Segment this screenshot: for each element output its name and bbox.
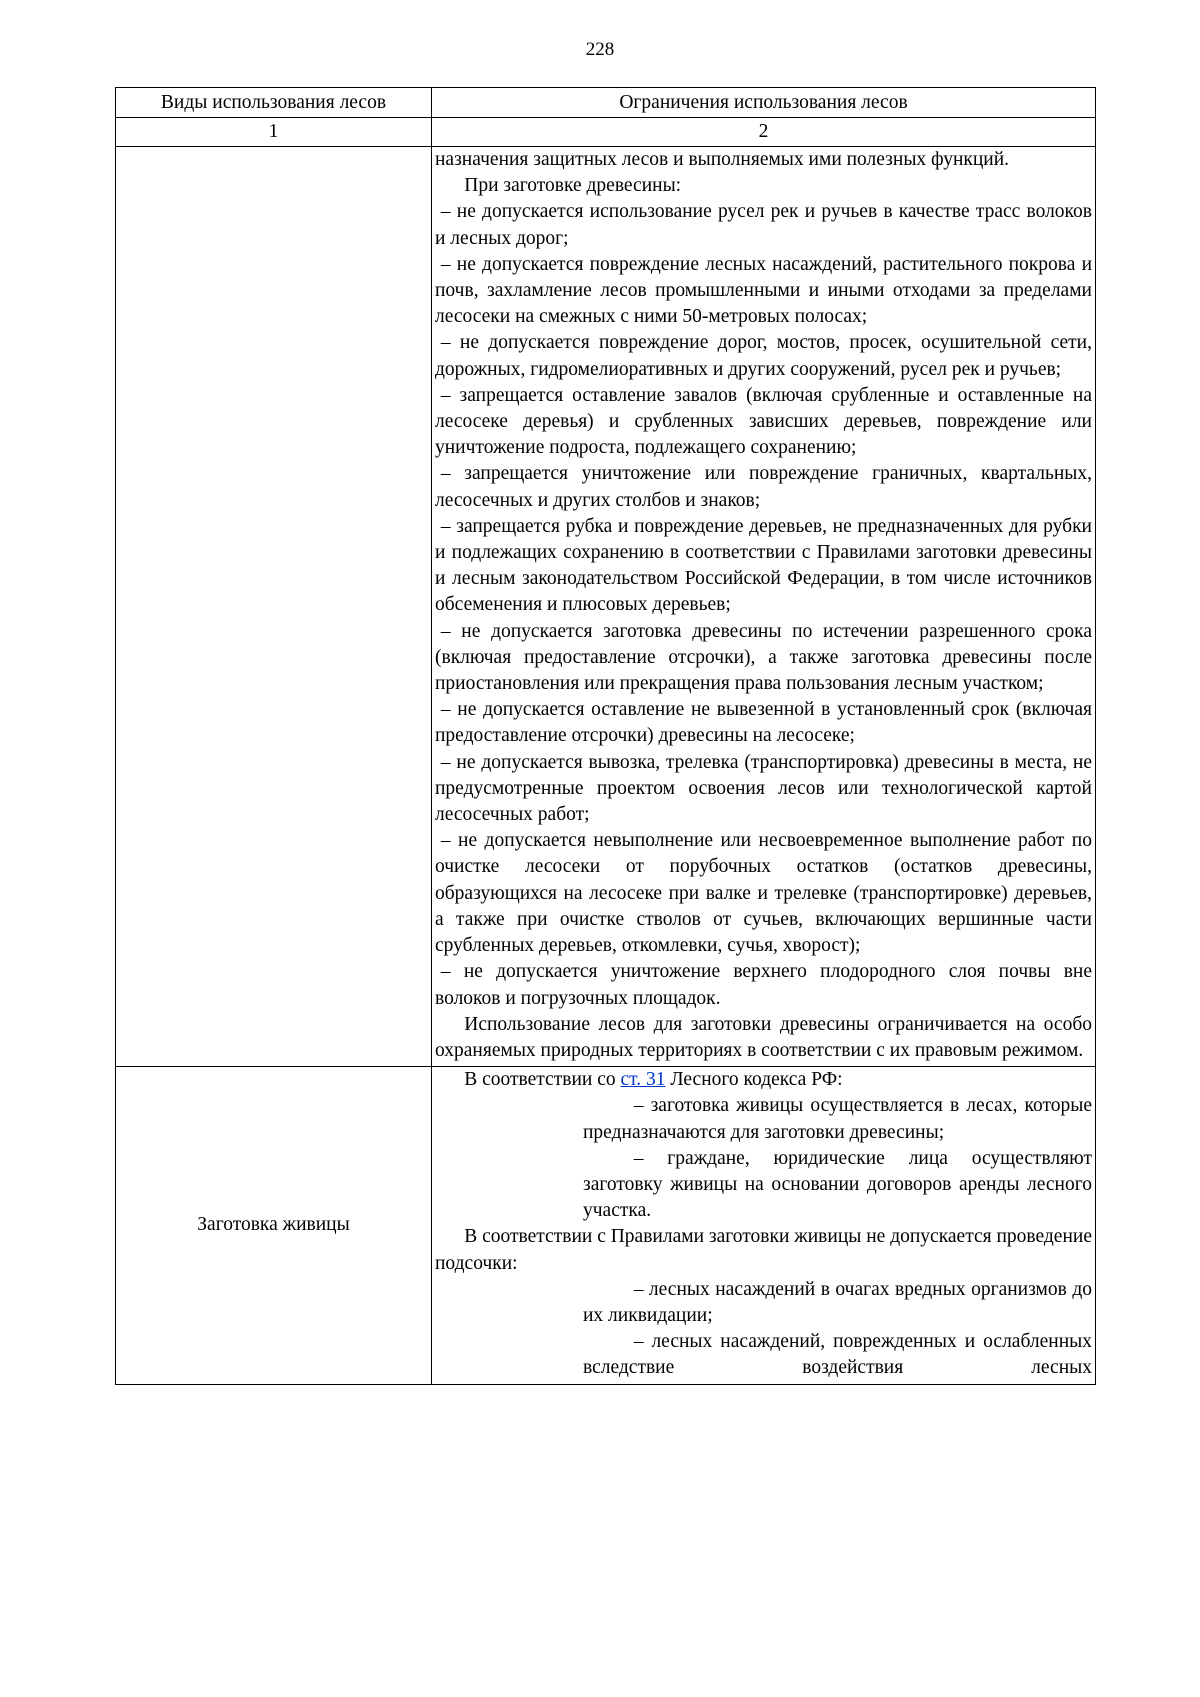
header-restrictions: Ограничения использования лесов <box>432 88 1096 118</box>
intro-text: В соответствии со <box>464 1069 621 1091</box>
law-article-link[interactable]: ст. 31 <box>620 1069 666 1091</box>
column-number-2: 2 <box>432 118 1096 147</box>
use-type-cell <box>116 147 432 1067</box>
paragraph: Использование лесов для заготовки древесины ограничивается на особо охраняемых природных территориях в соответствии с их правовым режимом. <box>435 1013 1092 1061</box>
use-type-cell: Заготовка живицы <box>116 1067 432 1384</box>
paragraph: При заготовке древесины: <box>464 175 682 197</box>
page-number: 228 <box>585 39 615 60</box>
list-item: – лесных насаждений, поврежденных и ослабленных вследствие воздействия лесных <box>583 1331 1092 1379</box>
restrictions-cell <box>432 1067 1096 1384</box>
list-item: – не допускается повреждение лесных насаждений, растительного покрова и почв, захламление лесов промышленными и иными отходами за пределами лесосеки на смежных с ними 50-метровых полосах; <box>435 253 1092 328</box>
list-item: – запрещается уничтожение или повреждение граничных, квартальных, лесосечных и других столбов и знаков; <box>435 463 1092 511</box>
restrictions-cell <box>432 147 1096 1067</box>
list-item: – не допускается повреждение дорог, мостов, просек, осушительной сети, дорожных, гидромелиоративных и других сооружений, русел рек и ручьев; <box>435 332 1092 380</box>
list-item: – запрещается рубка и повреждение деревьев, не предназначенных для рубки и подлежащих сохранению в соответствии с Правилами заготовки древесины и лесным законодательством Российской Федерации, в том числе источников обсеменения и плюсовых деревьев; <box>435 515 1092 616</box>
list-item: – запрещается оставление завалов (включая срубленные и оставленные на лесосеке деревья) и срубленных зависших деревьев, повреждение или уничтожение подроста, подлежащего сохранению; <box>435 384 1092 459</box>
list-item: – не допускается заготовка древесины по истечении разрешенного срока (включая предоставление отсрочки), а также заготовка древесины после приостановления или прекращения права пользования лесным участком; <box>435 620 1092 695</box>
list-item: – не допускается невыполнение или несвоевременное выполнение работ по очистке лесосеки от порубочных остатков (остатков древесины, образующихся на лесосеке при валке и трелевке (транспортировке) деревьев, а также при очистке стволов от сучьев, включающих вершинные части срубленных деревьев, откомлевки, сучья, хворост); <box>435 830 1092 957</box>
table-row <box>116 147 1096 1067</box>
list-item: – лесных насаждений в очагах вредных организмов до их ликвидации; <box>583 1278 1092 1326</box>
restrictions-table <box>115 87 1096 1385</box>
list-item: – не допускается использование русел рек и ручьев в качестве трасс волоков и лесных дорог; <box>435 201 1092 249</box>
paragraph <box>435 1067 1092 1093</box>
intro-text-end: Лесного кодекса РФ: <box>665 1069 843 1091</box>
column-number-row <box>116 118 1096 147</box>
header-use-types: Виды использования лесов <box>116 88 432 118</box>
list-item: – не допускается оставление не вывезенной в установленный срок (включая предоставление отсрочки) древесины на лесосеке; <box>435 699 1092 747</box>
list-item: – не допускается уничтожение верхнего плодородного слоя почвы вне волоков и погрузочных площадок. <box>435 961 1092 1009</box>
list-item: – граждане, юридические лица осуществляют заготовку живицы на основании договоров аренды лесного участка. <box>583 1147 1092 1222</box>
list-item: – заготовка живицы осуществляется в лесах, которые предназначаются для заготовки древесины; <box>583 1095 1092 1143</box>
list-item: – не допускается вывозка, трелевка (транспортировка) древесины в места, не предусмотренные проектом освоения лесов или технологической картой лесосечных работ; <box>435 751 1092 826</box>
table-header-row <box>116 88 1096 118</box>
table-row <box>116 1067 1096 1384</box>
paragraph: В соответствии с Правилами заготовки живицы не допускается проведение подсочки: <box>435 1226 1092 1274</box>
column-number-1: 1 <box>116 118 432 147</box>
paragraph: назначения защитных лесов и выполняемых ими полезных функций. <box>435 149 1010 170</box>
